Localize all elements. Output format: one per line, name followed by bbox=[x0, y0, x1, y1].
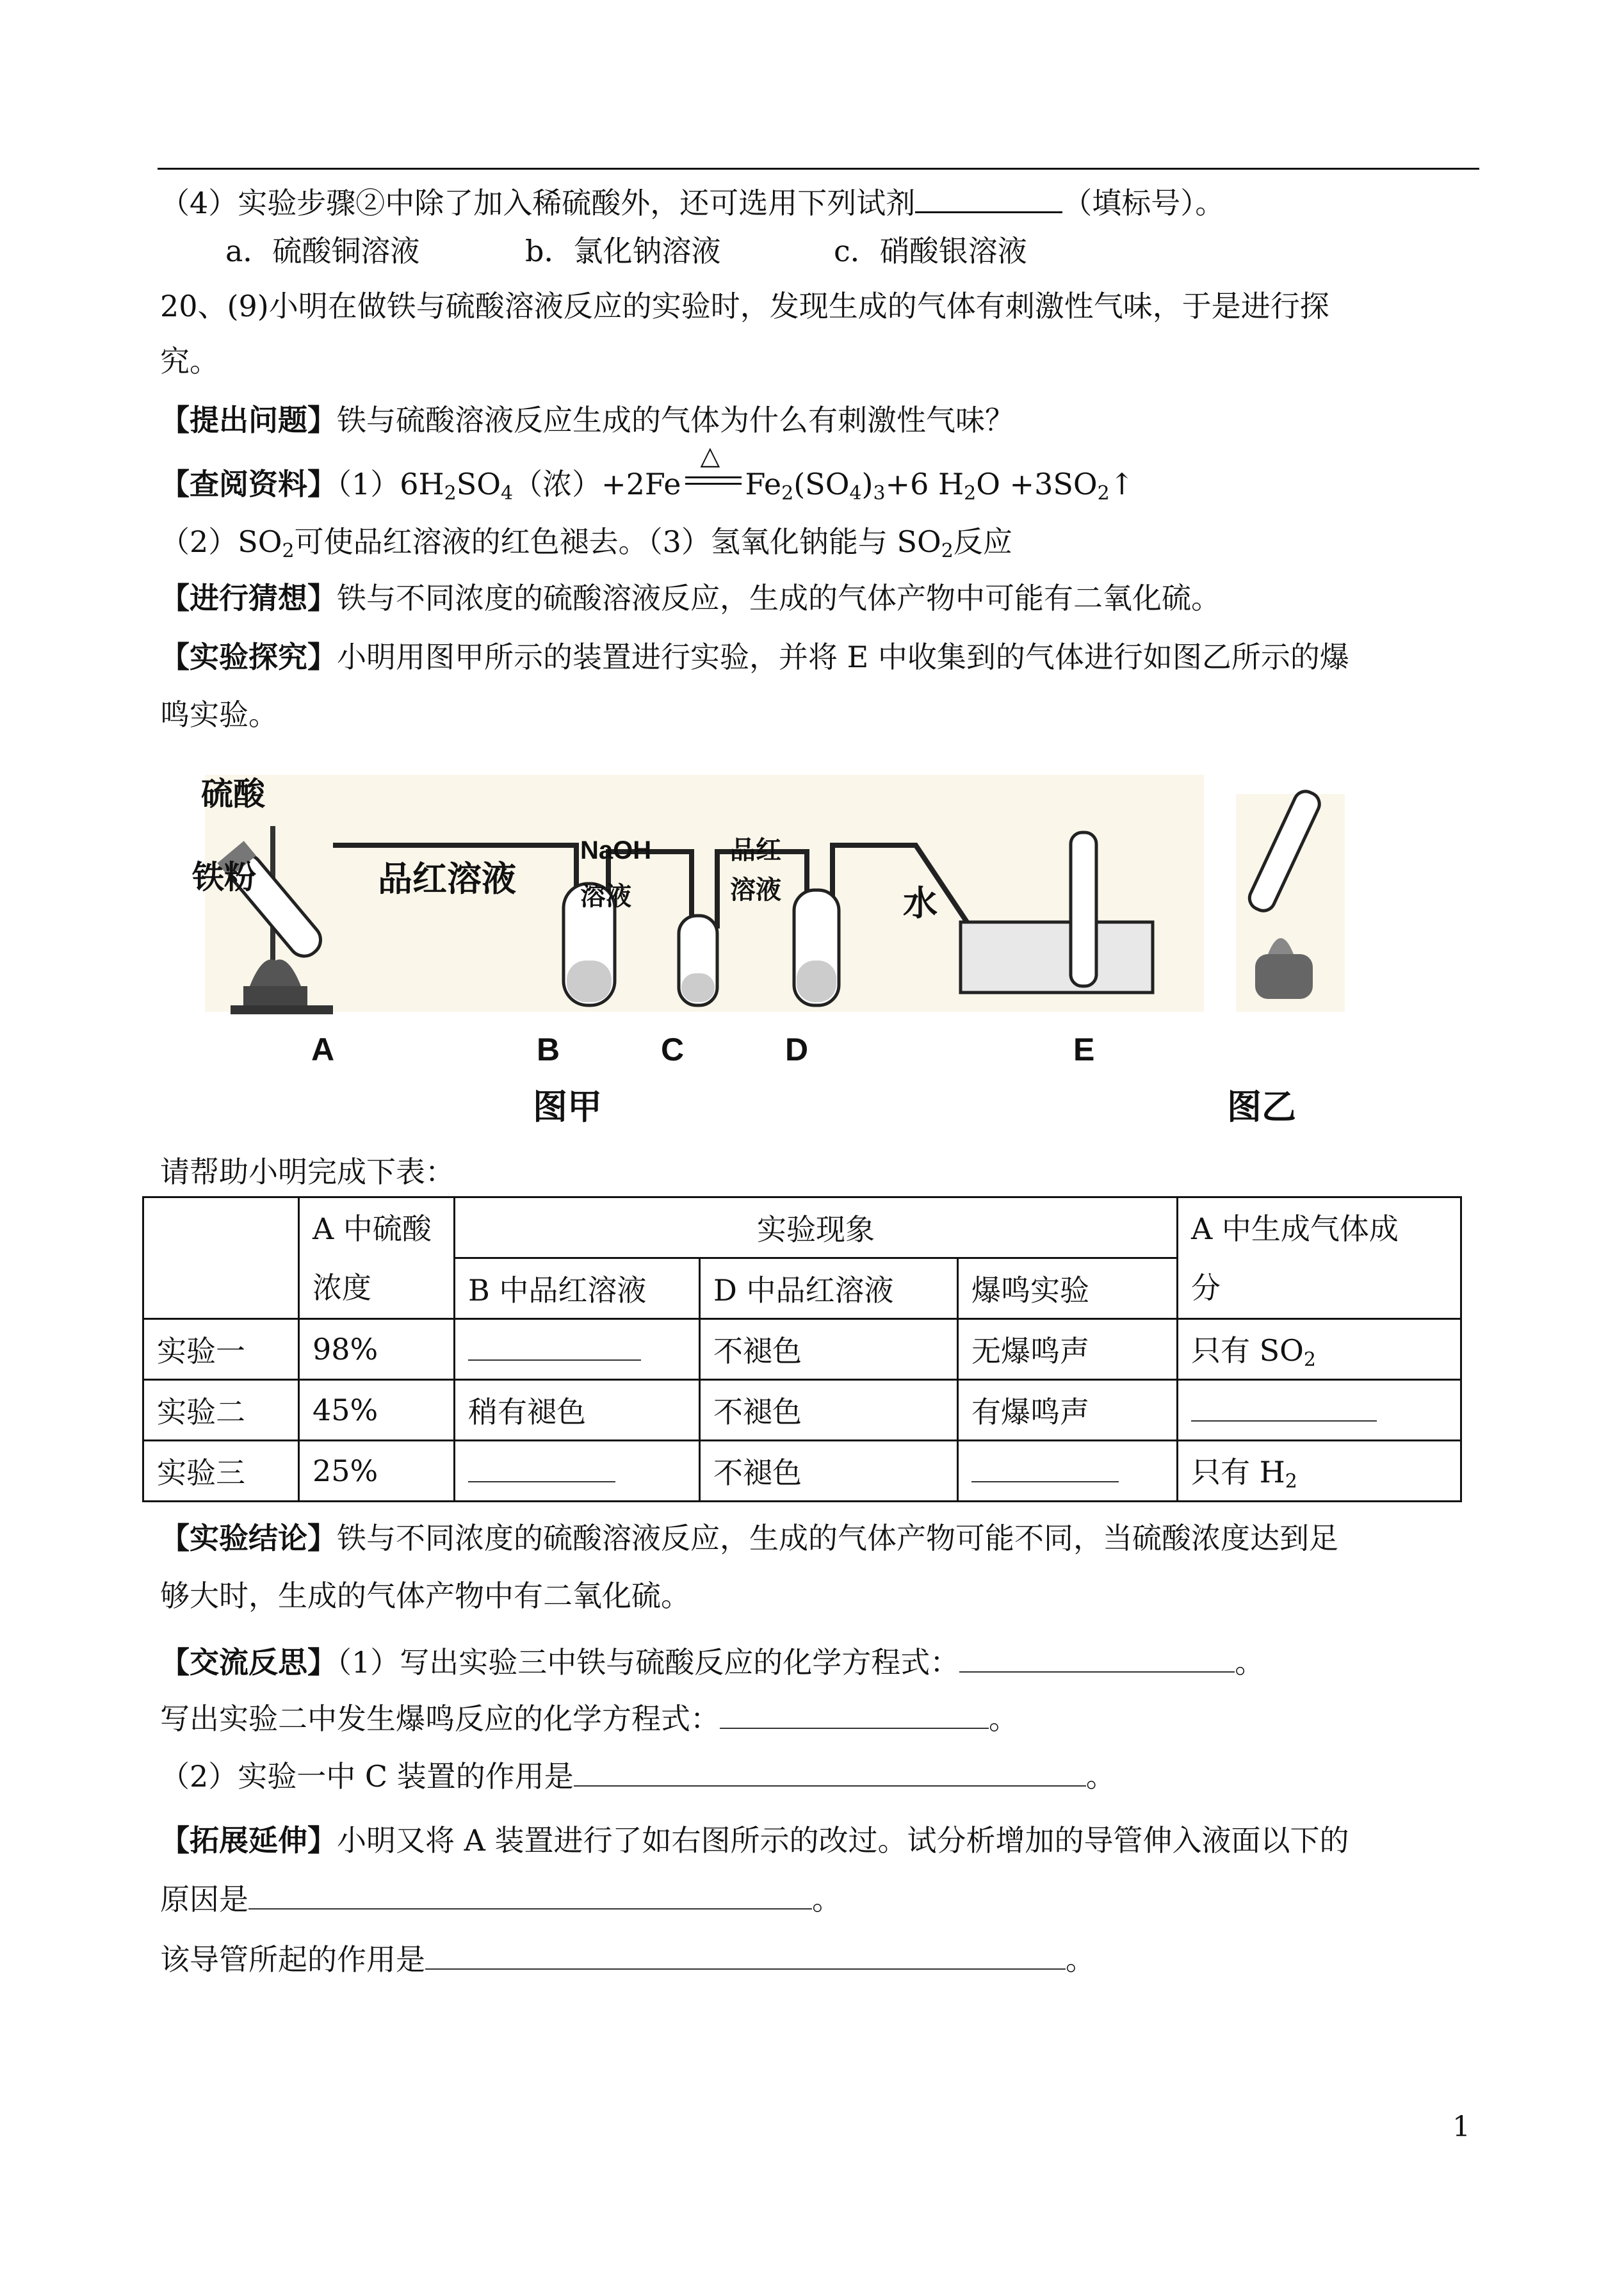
header-concentration: A 中硫酸 浓度 bbox=[299, 1197, 455, 1319]
row-name: 实验一 bbox=[143, 1319, 299, 1380]
reflect-q2-blank[interactable] bbox=[574, 1757, 1086, 1787]
label-naoh: NaOH bbox=[580, 836, 652, 864]
header-b: B 中品红溶液 bbox=[455, 1258, 700, 1319]
row-d: 不褪色 bbox=[700, 1319, 958, 1380]
reflect-q1a: 【交流反思】（1）写出实验三中铁与硫酸反应的化学方程式： 。 bbox=[160, 1643, 1264, 1682]
table-row bbox=[143, 1319, 1461, 1380]
extend-line-1: 【拓展延伸】小明又将 A 装置进行了如右图所示的改过。试分析增加的导管伸入液面以下的 bbox=[160, 1823, 1349, 1858]
row-name: 实验三 bbox=[143, 1441, 299, 1502]
header-pop: 爆鸣实验 bbox=[958, 1258, 1178, 1319]
label-water: 水 bbox=[903, 884, 938, 923]
row-d: 不褪色 bbox=[700, 1380, 958, 1441]
label-iron-powder: 铁粉 bbox=[192, 859, 256, 895]
row-b-blank[interactable] bbox=[455, 1319, 700, 1380]
reflect-q1b: 写出实验二中发生爆鸣反应的化学方程式： 。 bbox=[160, 1699, 1018, 1738]
apparatus-figure bbox=[192, 768, 1345, 1127]
table-row bbox=[143, 1380, 1461, 1441]
extend-function-blank[interactable] bbox=[425, 1940, 1066, 1970]
row-pop: 有爆鸣声 bbox=[958, 1380, 1178, 1441]
row-pop: 无爆鸣声 bbox=[958, 1319, 1178, 1380]
row-concentration: 45% bbox=[299, 1380, 455, 1441]
row-gas: 只有 $H_2$ bbox=[1178, 1441, 1461, 1502]
header-gas: A 中生成气体成 分 bbox=[1178, 1197, 1461, 1319]
q20-explore-line-1: 【实验探究】小明用图甲所示的装置进行实验，并将 E 中收集到的气体进行如图乙所示的爆 bbox=[160, 640, 1349, 674]
page-number: 1 bbox=[1452, 2111, 1470, 2143]
row-gas-blank[interactable] bbox=[1178, 1380, 1461, 1441]
reaction-condition: △ bbox=[681, 465, 745, 503]
q20-info-2: $(2)SO_2$可使品红溶液的红色褪去。（3）氢氧化钠能与 $SO_2$反应 bbox=[160, 524, 1012, 562]
reflect-q2: （2）实验一中 C 装置的作用是 。 bbox=[160, 1757, 1116, 1796]
apparatus-drawing bbox=[192, 768, 1345, 1127]
label-naoh-solution: 溶液 bbox=[580, 882, 631, 911]
q4-option-c: c．硝酸银溶液 bbox=[834, 234, 1027, 268]
extend-line-2: 原因是 。 bbox=[160, 1880, 841, 1918]
label-pink-red-d-2: 溶液 bbox=[730, 876, 781, 904]
q4-stem: （4）实验步骤②中除了加入稀硫酸外，还可选用下列试剂 （填标号）。 bbox=[160, 181, 1224, 222]
table-row bbox=[143, 1441, 1461, 1502]
q20-question: 【提出问题】铁与硫酸溶液反应生成的气体为什么有刺激性气味？ bbox=[160, 403, 1014, 437]
q20-intro-line-1: 20、(9)小明在做铁与硫酸溶液反应的实验时，发现生成的气体有刺激性气味，于是进行探 bbox=[160, 289, 1329, 323]
caption-fig-jia: 图甲 bbox=[533, 1088, 602, 1126]
label-pink-red-d-1: 品红 bbox=[730, 836, 781, 864]
label-c: C bbox=[661, 1032, 685, 1067]
extend-line-3: 该导管所起的作用是 。 bbox=[160, 1940, 1095, 1979]
row-pop-blank[interactable] bbox=[958, 1441, 1178, 1502]
q20-info-equation: 【查阅资料】$(1)6H_2SO_4$（浓）+2Fe △ $Fe_2(SO_4)_3+6$ $H_2O$ $+3SO_2↑$ bbox=[160, 441, 1135, 505]
header-rule bbox=[158, 168, 1479, 170]
q20-intro-line-2: 究。 bbox=[160, 344, 219, 378]
extend-reason-blank[interactable] bbox=[248, 1880, 812, 1910]
label-a: A bbox=[311, 1032, 335, 1067]
row-name: 实验二 bbox=[143, 1380, 299, 1441]
row-b-blank[interactable] bbox=[455, 1441, 700, 1502]
label-pink-red-b: 品红溶液 bbox=[378, 860, 516, 898]
q4-option-a: a．硫酸铜溶液 bbox=[225, 234, 420, 268]
label-b: B bbox=[537, 1032, 560, 1067]
q20-guess: 【进行猜想】铁与不同浓度的硫酸溶液反应，生成的气体产物中可能有二氧化硫。 bbox=[160, 581, 1221, 615]
reflect-q1a-blank[interactable] bbox=[959, 1643, 1235, 1673]
row-d: 不褪色 bbox=[700, 1441, 958, 1502]
q20-explore-line-2: 鸣实验。 bbox=[160, 697, 278, 732]
row-gas: 只有 $SO_2$ bbox=[1178, 1319, 1461, 1380]
q4-option-b: b．氯化钠溶液 bbox=[525, 234, 721, 268]
q4-answer-blank[interactable] bbox=[915, 181, 1062, 213]
label-d: D bbox=[785, 1032, 809, 1067]
caption-fig-yi: 图乙 bbox=[1227, 1088, 1296, 1126]
header-empty bbox=[143, 1197, 299, 1319]
reflect-q1b-blank[interactable] bbox=[720, 1699, 989, 1729]
conclusion-line-1: 【实验结论】铁与不同浓度的硫酸溶液反应，生成的气体产物可能不同，当硫酸浓度达到足 bbox=[160, 1521, 1338, 1555]
results-table bbox=[142, 1196, 1462, 1502]
row-concentration: 98% bbox=[299, 1319, 455, 1380]
label-e: E bbox=[1073, 1032, 1095, 1067]
conclusion-line-2: 够大时，生成的气体产物中有二氧化硫。 bbox=[160, 1578, 690, 1613]
row-concentration: 25% bbox=[299, 1441, 455, 1502]
row-b: 稍有褪色 bbox=[455, 1380, 700, 1441]
table-intro: 请帮助小明完成下表： bbox=[160, 1155, 455, 1189]
header-d: D 中品红溶液 bbox=[700, 1258, 958, 1319]
label-sulfuric-acid: 硫酸 bbox=[201, 776, 265, 812]
header-phenomena: 实验现象 bbox=[455, 1197, 1178, 1258]
